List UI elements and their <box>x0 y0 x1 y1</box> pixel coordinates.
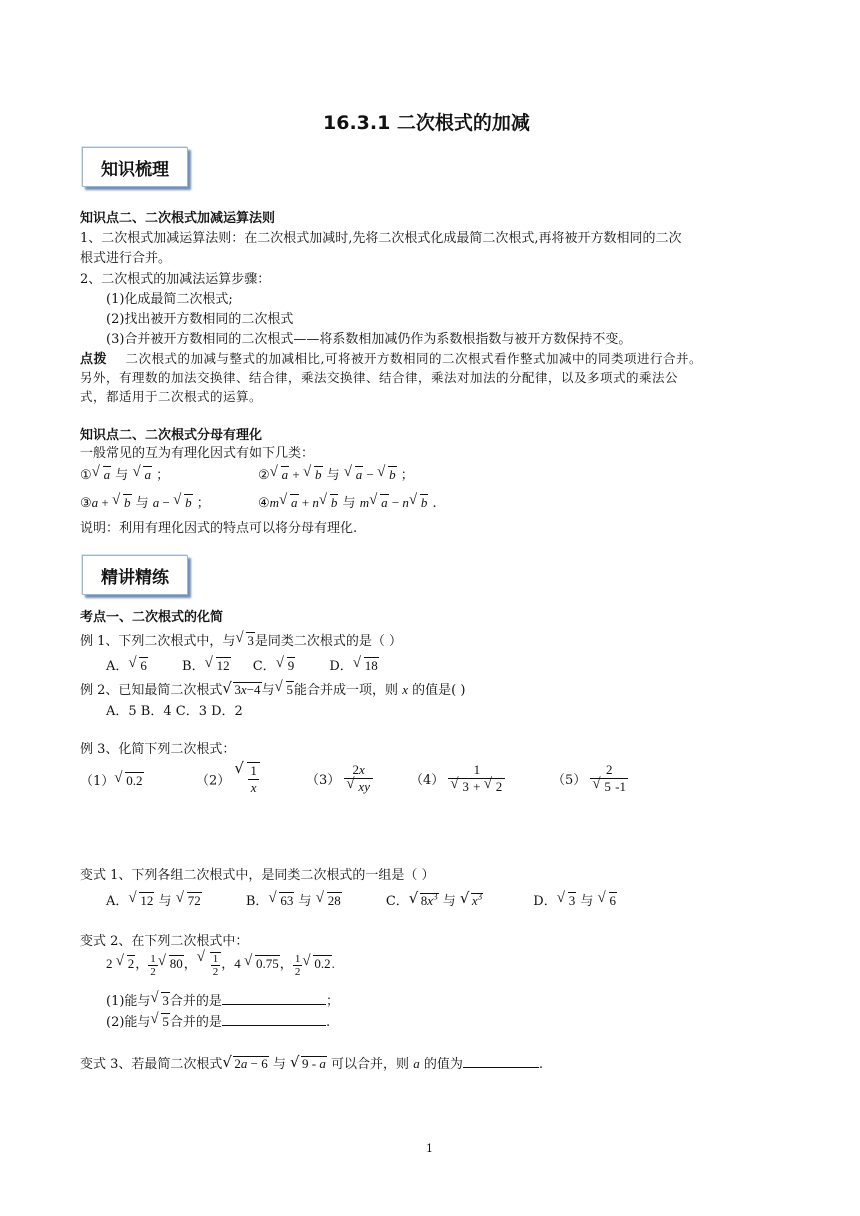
formula-pair-1: ①√ a 与 √ a ； <box>80 464 169 483</box>
text-line: 2、二次根式的加减法运算步骤： <box>80 272 271 287</box>
variant-3: 变式 3、若最简二次根式√ 2a − 6 与 √ 9 - a 可以合并，则 a 的值为 . <box>80 1053 543 1072</box>
answer-blank <box>222 1025 326 1026</box>
heading-k2: 知识点二、二次根式分母有理化 <box>80 428 263 443</box>
text-line: 1、二次根式加减运算法则：在二次根式加减时,先将二次根式化成最简二次根式,再将被开方数相同的二次 <box>80 231 682 246</box>
step-item: (1)化成最简二次根式; <box>106 292 233 307</box>
section-header-knowledge <box>82 147 188 187</box>
variant-1: 变式 1、下列各组二次根式中，是同类二次根式的一组是（ ） <box>80 868 435 883</box>
tip-line <box>80 348 702 367</box>
example-3: 例 3、化简下列二次根式： <box>80 742 236 757</box>
example-1: 例 1、下列二次根式中，与√ 3是同类二次根式的是（ ） <box>80 630 402 649</box>
ex3-item-2: （2） √ $\frac{1}{x}$ <box>196 762 260 796</box>
section-label: 精讲精练 <box>101 567 169 588</box>
text-line: 根式进行合并。 <box>80 251 172 266</box>
section-label: 知识梳理 <box>101 159 169 180</box>
v1-options: A．√ 12 与 √ 72 B．√ 63 与 √ 28 C．√ $8x^3$ 与 √ $x^3$ D．√ 3 与 √ 6 <box>106 890 617 909</box>
v2-question-1: (1)能与√ 3合并的是 ； <box>106 990 339 1009</box>
tip-line: 式，都适用于二次根式的运算。 <box>80 389 263 404</box>
answer-blank <box>463 1067 539 1068</box>
ex3-item-4: （4） 1 √ 3 + √ 2 <box>410 762 505 795</box>
tip-text: 二次根式的加减与整式的加减相比,可将被开方数相同的二次根式看作整式加减中的同类项进行合并。 <box>125 351 702 366</box>
tip-line: 另外，有理数的加法交换律、结合律，乘法交换律、结合律，乘法对加法的分配律，以及多项式的乘法公 <box>80 370 679 385</box>
variant-2: 变式 2、在下列二次根式中： <box>80 934 249 949</box>
step-item: (3)合并被开方数相同的二次根式——将系数相加减仍作为系数根指数与被开方数保持不变。 <box>106 332 632 347</box>
ex3-item-1: （1）√ 0.2 <box>80 770 144 789</box>
answer-blank <box>222 1004 326 1005</box>
v2-question-2: (2)能与√ 5合并的是 . <box>106 1011 330 1030</box>
formula-pair-2: ②√ a + √ b 与 √ a − √ b ； <box>258 464 414 483</box>
formula-pair-3: ③a + √ b 与 a − √ b ； <box>80 492 210 511</box>
ex1-options: A．√ 6 B．√ 12 C．√ 9 D．√ 18 <box>106 655 379 674</box>
step-item: (2)找出被开方数相同的二次根式 <box>106 312 294 327</box>
example-2: 例 2、已知最简二次根式√ 3x−4与√ 5能合并成一项，则 x 的值是( ) <box>80 679 465 698</box>
ex2-options: A．5 B．4 C．3 D．2 <box>106 704 243 719</box>
v2-list: 2 √ 2， $\frac{1}{2}$ √ 80， √ $\frac{1}{2}$ ，4 √ 0.75， $\frac{1}{2}$ √ 0.2. <box>106 952 335 978</box>
section-header-practice <box>82 555 188 595</box>
tip-label: 点拨 <box>80 352 108 367</box>
page-title: 16.3.1 二次根式的加减 <box>323 112 530 134</box>
heading-kd1: 考点一、二次根式的化简 <box>80 610 224 625</box>
ex3-item-5: （5） 2 √ 5 -1 <box>552 762 628 795</box>
formula-pair-4: ④m√ a + n√ b 与 m√ a − n√ b . <box>258 492 437 511</box>
heading-k1: 知识点二、二次根式加减运算法则 <box>80 211 276 226</box>
page-number: 1 <box>426 1142 433 1155</box>
note-line: 说明：利用有理化因式的特点可以将分母有理化. <box>80 521 358 536</box>
text-line: 一般常见的互为有理化因式有如下几类： <box>80 446 315 461</box>
ex3-item-3: （3） 2x √ xy <box>306 762 373 795</box>
